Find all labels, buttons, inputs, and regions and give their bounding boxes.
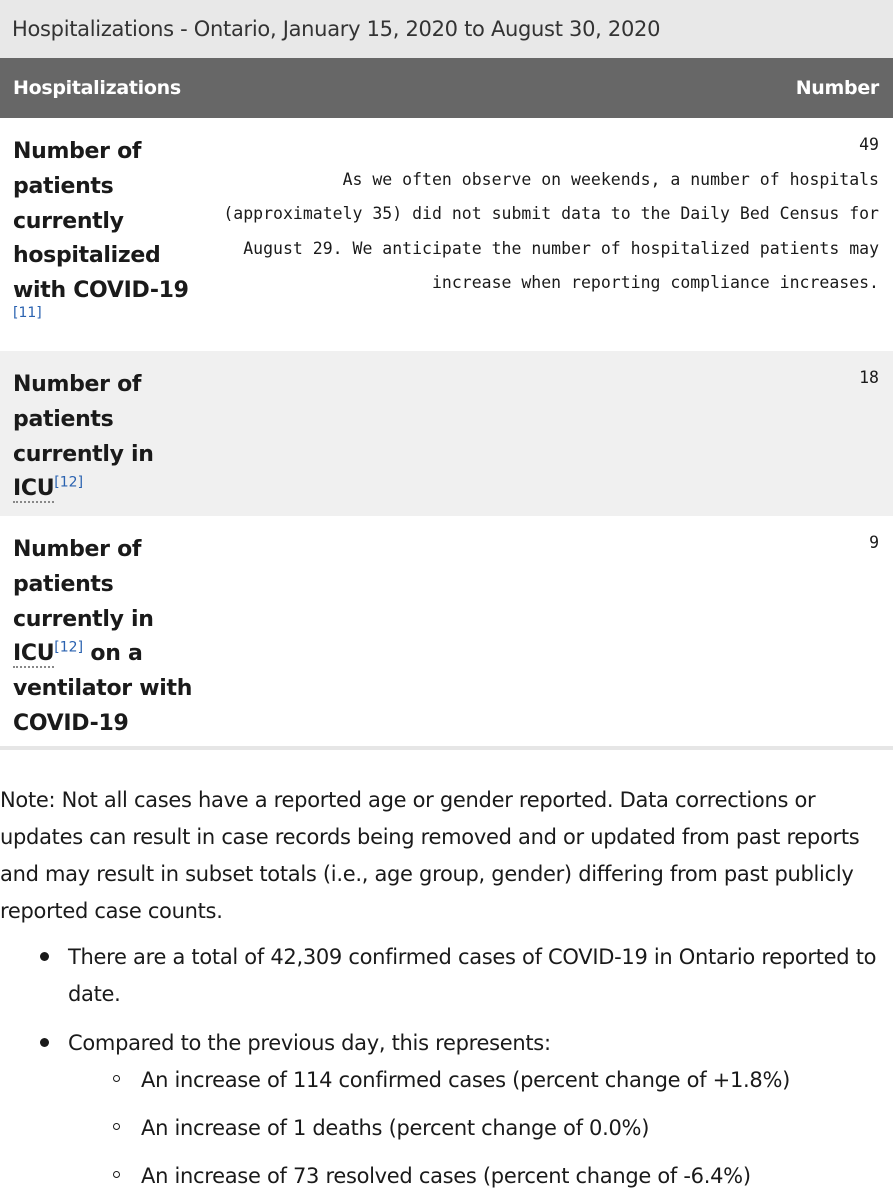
reference-link-12[interactable]: [12]	[54, 475, 84, 492]
bullet-icon	[40, 1038, 49, 1047]
reference-link-11[interactable]: [11]	[13, 304, 42, 321]
list-item	[0, 939, 893, 1013]
compared-text: Compared to the previous day, this represents:	[68, 1031, 551, 1055]
hospitalized-count: 49	[859, 135, 879, 154]
row-label-text: Number of patients currently in	[13, 372, 154, 467]
row-label-text-post: on a ventilator with COVID-19	[13, 641, 193, 736]
row-label	[13, 533, 203, 746]
icu-abbreviation: ICU	[13, 641, 55, 667]
icu-abbreviation: ICU	[13, 476, 55, 502]
table-caption: Hospitalizations - Ontario, January 15, 2020 to August 30, 2020	[0, 0, 893, 58]
row-value	[203, 526, 879, 746]
row-value	[203, 361, 879, 516]
row-value	[203, 128, 879, 351]
circle-bullet-icon	[113, 1171, 120, 1178]
confirmed-increase-text: An increase of 114 confirmed cases (percent change of +1.8%)	[141, 1068, 790, 1092]
data-note: Note: Not all cases have a reported age or gender reported. Data corrections or updates can result in case records being removed and or updated from past reports and may result in subset totals (i.e., age group, gender) differing from past publicly reported case counts.	[0, 788, 860, 923]
row-label	[13, 368, 203, 516]
total-cases-text: There are a total of 42,309 confirmed cases of COVID-19 in Ontario reported to date.	[68, 945, 877, 1006]
table-header	[0, 58, 893, 118]
icu-count: 18	[859, 368, 879, 387]
row-label-text: Number of patients currently hospitalized with COVID-19	[13, 139, 189, 304]
circle-bullet-icon	[113, 1123, 120, 1130]
table-row	[0, 118, 893, 351]
reference-link-12[interactable]: [12]	[54, 640, 84, 657]
list-item	[0, 1025, 893, 1195]
bullet-icon	[40, 952, 49, 961]
list-item	[68, 1062, 893, 1099]
deaths-increase-text: An increase of 1 deaths (percent change of 0.0%)	[141, 1116, 650, 1140]
circle-bullet-icon	[113, 1075, 120, 1082]
table-row	[0, 351, 893, 516]
row-label	[13, 135, 203, 351]
table-row	[0, 516, 893, 750]
ventilator-count: 9	[869, 533, 879, 552]
list-item	[68, 1158, 893, 1195]
change-list	[68, 1062, 893, 1195]
header-hospitalizations: Hospitalizations	[13, 77, 181, 99]
resolved-increase-text: An increase of 73 resolved cases (percent change of -6.4%)	[141, 1164, 751, 1188]
hospitalized-note: As we often observe on weekends, a number of hospitals (approximately 35) did not submit data to the Daily Bed Census for August 29. We anticipate the number of hospitalized patients may increase when reporting compliance increases.	[223, 169, 879, 293]
row-label-text: Number of patients currently in	[13, 537, 154, 632]
summary-list	[0, 939, 893, 1195]
header-number: Number	[795, 77, 879, 99]
list-item	[68, 1110, 893, 1147]
